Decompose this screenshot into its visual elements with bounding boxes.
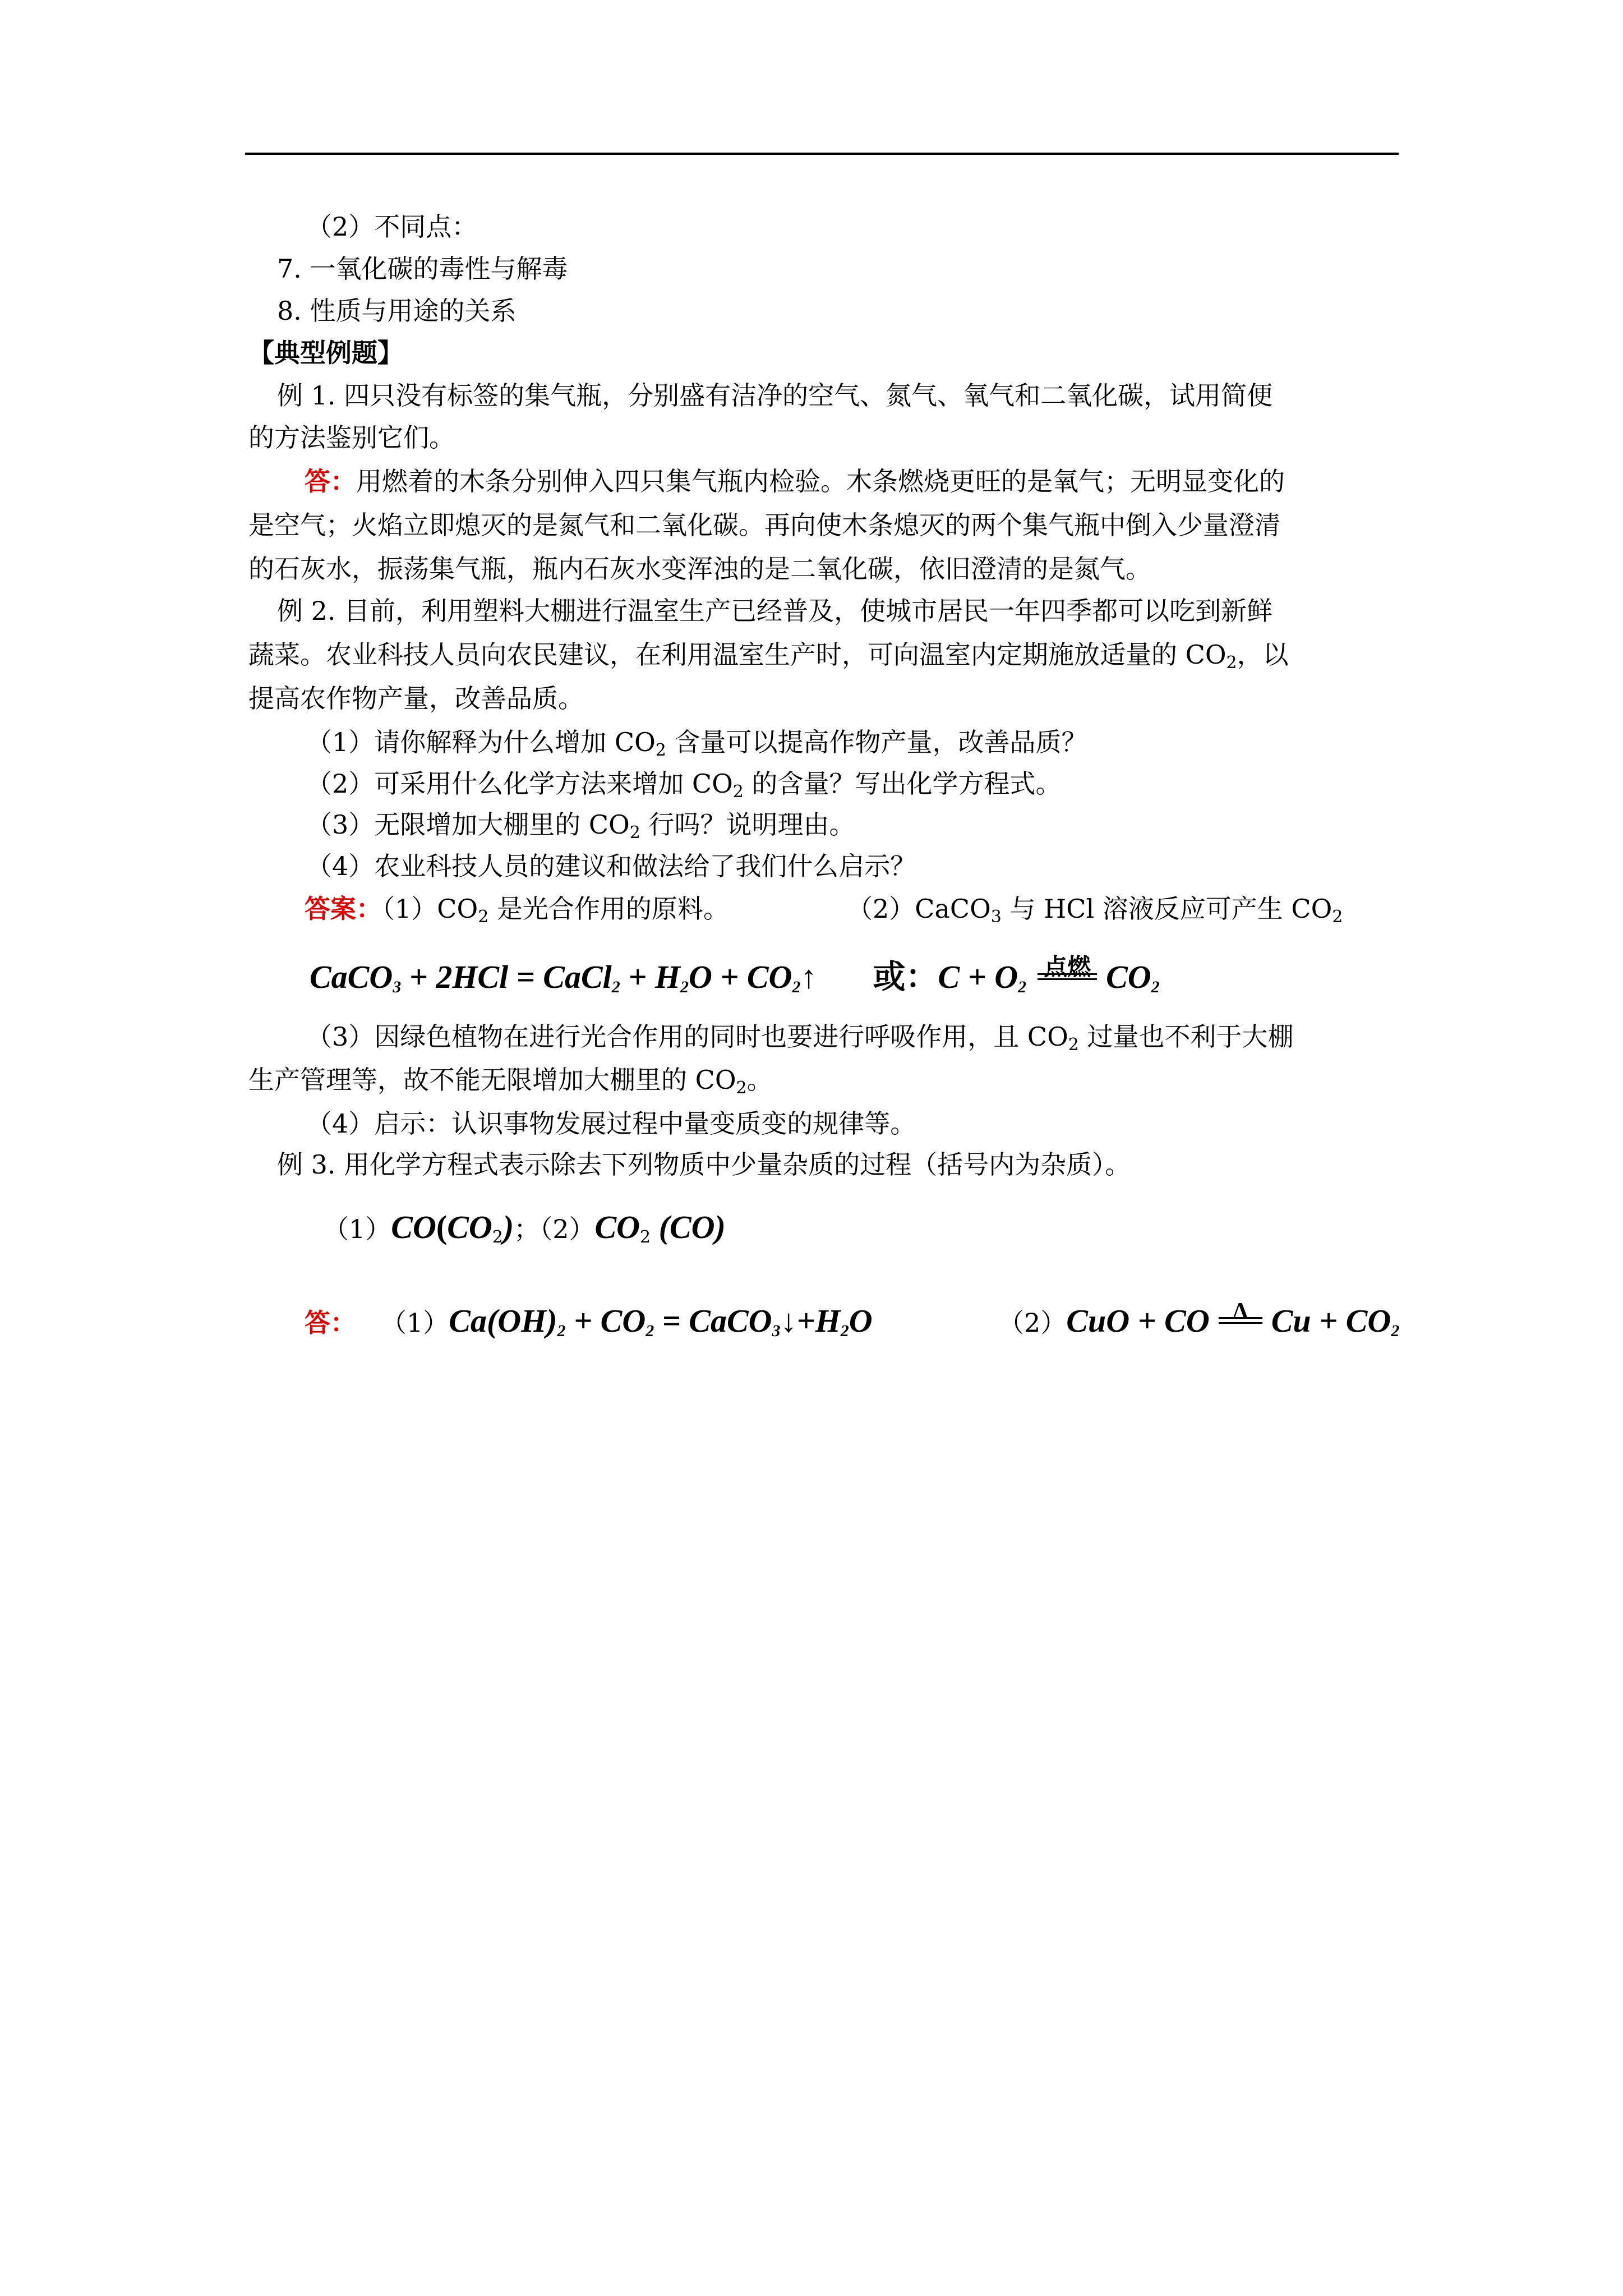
ex2-answer-line1: 答案：$(1)CO_2$ 是光合作用的原料。 [305,894,729,927]
ex3-question: 例 3. 用化学方程式表示除去下列物质中少量杂质的过程（括号内为杂质）。 [277,1149,1131,1180]
ex3-items: $(1)CO(CO_2)$；$(2)CO_2$ (CO) [323,1209,726,1247]
ex2-equation: CaCO$_3$ + 2HCl = CaCl$_2$ + $H_2O$ + $CO_2↑$ 或：$C + O_2$ 点燃 $CO_2$ [310,955,1160,996]
ex1-question-line1: 例 1. 四只没有标签的集气瓶，分别盛有洁净的空气、氮气、氧气和二氧化碳，试用简便 [277,380,1273,411]
intro-item-7: 7. 一氧化碳的毒性与解毒 [277,254,568,284]
ex2-question-line3: 提高农作物产量，改善品质。 [248,683,584,714]
ignite-condition-sign: 点燃 [1034,981,1100,988]
ex2-answer-3-line2: 生产管理等，故不能无限增加大棚里的 $CO_2$。 [248,1065,773,1098]
heat-condition-sign: Δ [1215,1325,1266,1332]
ex1-answer-label: 答： [305,466,356,496]
intro-item-2: （2）不同点： [306,211,478,242]
ex2-sub-question-4: （4）农业科技人员的建议和做法给了我们什么启示？ [306,851,916,881]
ex2-sub-question-1: （1）请你解释为什么增加 $CO_2$ 含量可以提高作物产量，改善品质？ [306,727,1087,760]
section-title: 【典型例题】 [248,338,403,368]
ex2-answer-line1-part2: （2）CaCO$_3$ 与 HCl 溶液反应可产生 $CO_2$ [847,894,1343,927]
intro-item-8: 8. 性质与用途的关系 [277,296,517,326]
ex1-answer-line3: 的石灰水，振荡集气瓶，瓶内石灰水变浑浊的是二氧化碳，依旧澄清的是氮气。 [248,554,1151,584]
up-arrow-icon: ↑ [800,959,817,995]
ex1-question-line2: 的方法鉴别它们。 [248,422,455,453]
ex2-sub-question-3: （3）无限增加大棚里的 $CO_2$ 行吗？说明理由。 [306,809,855,843]
ex2-sub-question-2: （2）可采用什么化学方法来增加 $CO_2$ 的含量？写出化学方程式。 [306,769,1062,802]
ex2-question-line1: 例 2. 目前，利用塑料大棚进行温室生产已经普及，使城市居民一年四季都可以吃到新鲜 [277,596,1273,626]
ex3-answer: 答： $(1)Ca(OH)_2 + CO_2$ = $CaCO_3↓+H_2O$ [305,1303,873,1340]
ex3-answer-2: （2）CuO + CO Δ $Cu + CO_2$ [998,1299,1400,1340]
down-arrow-icon: ↓ [780,1303,797,1339]
ex2-answer-3-line1: （3）因绿色植物在进行光合作用的同时也要进行呼吸作用，且 $CO_2$ 过量也不利于大棚 [306,1022,1294,1055]
header-rule [245,153,1399,155]
ex2-answer-4: （4）启示：认识事物发展过程中量变质变的规律等。 [306,1108,916,1139]
ex2-answer-label: 答案： [305,894,382,924]
ex2-question-line2: 蔬菜。农业科技人员向农民建议，在利用温室生产时，可向温室内定期施放适量的 $CO_2$，以 [248,639,1289,673]
ex1-answer-line1: 答：用燃着的木条分别伸入四只集气瓶内检验。木条燃烧更旺的是氧气；无明显变化的 [305,466,1285,496]
ex3-answer-label: 答： [305,1308,356,1338]
ex1-answer-line2: 是空气；火焰立即熄灭的是氮气和二氧化碳。再向使木条熄灭的两个集气瓶中倒入少量澄清 [248,510,1280,540]
